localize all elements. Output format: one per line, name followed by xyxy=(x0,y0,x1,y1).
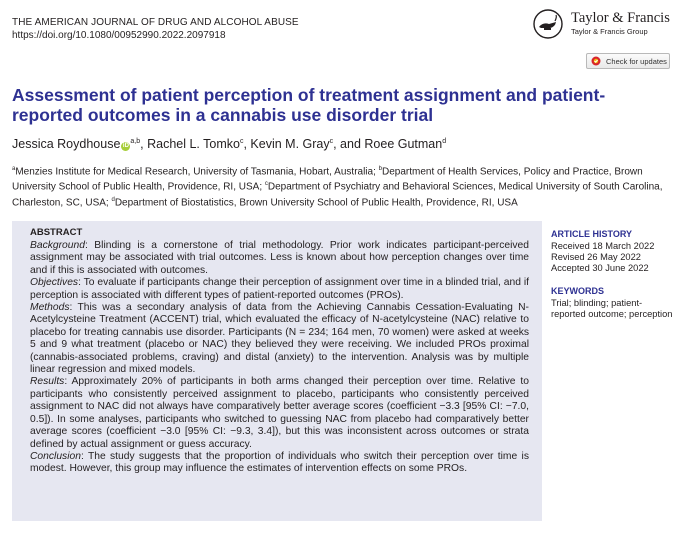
affiliation-mark: d xyxy=(111,196,115,203)
accepted-date: Accepted 30 June 2022 xyxy=(551,263,649,273)
abstract-heading: ABSTRACT xyxy=(30,227,83,238)
author-name[interactable]: Roee Gutman xyxy=(364,137,443,152)
affiliation-mark: a xyxy=(12,166,16,172)
article-title: Assessment of patient perception of treatment assignment and patient-reported outcomes in a cannabis use disorder trial xyxy=(12,85,606,125)
journal-name: THE AMERICAN JOURNAL OF DRUG AND ALCOHOL ABUSE xyxy=(12,17,299,28)
author-name[interactable]: Kevin M. Gray xyxy=(250,137,330,152)
revised-date: Revised 26 May 2022 xyxy=(551,252,641,262)
abstract-section-text: : Approximately 20% of participants in both arms changed their perception over time. Relative to participants who consistently perceived assignment to placebo, participants who consistently perceived assignment to NAC did not always have comparatively better average scores (coefficient −3.3 [95% CI: −7.0, 0.5]). In some analyses, participants who switched to guessing NAC from placebo had comparatively better average scores (coefficient −3.0 [95% CI: −9.3, 3.4]), but this was inconsistent across outcomes or strata defined by actual assignment or guess accuracy. xyxy=(30,376,529,450)
received-date: Received 18 March 2022 xyxy=(551,241,655,251)
article-history-heading: ARTICLE HISTORY xyxy=(551,229,633,239)
abstract-panel xyxy=(12,221,542,521)
abstract-section xyxy=(30,240,529,277)
abstract-section xyxy=(30,451,529,476)
check-for-updates-label: Check for updates xyxy=(606,57,667,66)
abstract-section xyxy=(30,302,529,376)
publisher-logo xyxy=(533,9,673,41)
orcid-icon[interactable]: iD xyxy=(122,143,129,150)
author-affiliation-mark: a,b xyxy=(130,138,141,145)
abstract-section xyxy=(30,376,529,450)
check-for-updates-button[interactable] xyxy=(586,53,670,69)
publisher-name: Taylor & Francis xyxy=(571,10,670,26)
affiliation-text: Menzies Institute for Medical Research, University of Tasmania, Hobart, Australia; xyxy=(15,166,379,178)
keywords-list: Trial; blinding; patient-reported outcome; perception xyxy=(551,298,673,319)
abstract-section-text: : This was a secondary analysis of data from the Achieving Cannabis Cessation-Evaluating N-Acetylcysteine Treatment (ACCENT) trial, which evaluated the efficacy of N-acetylcysteine (NAC) relative to placebo for treating cannabis use disorder. Participants (N = 234; 164 men, 70 women) were asked at weeks 5 and 9 what treatment (placebo or NAC) they believed they were receiving. We included PROs proximal (cannabis-associated problems, craving) and distal (anxiety) to the intervention. Analysis was by multiple linear regression and mixed models. xyxy=(30,302,529,376)
affiliation-text: Department of Biostatistics, Brown University School of Public Health, Providence, RI, USA xyxy=(114,196,518,208)
affiliations xyxy=(12,163,674,209)
author-separator: , and xyxy=(333,137,365,152)
author-name[interactable]: Jessica Roydhouse xyxy=(12,137,121,152)
abstract-section-label: Objectives xyxy=(30,277,79,289)
keywords-heading: KEYWORDS xyxy=(551,286,605,296)
author-affiliation-mark: d xyxy=(442,138,447,145)
abstract-section-text: : The study suggests that the proportion of individuals who switch their perception over time is modest. However, this group may influence the estimates of intervention effects on some PROs. xyxy=(30,450,529,475)
article-sidebar xyxy=(551,229,673,320)
affiliation-text: Department of Psychiatry and Behavioral Sciences, Medical University of South Carolina, Charleston, SC, USA; xyxy=(12,181,663,208)
oil-lamp-icon xyxy=(533,9,563,39)
abstract-section-label: Conclusion xyxy=(30,450,81,462)
check-updates-icon xyxy=(591,56,601,66)
affiliation-mark: c xyxy=(264,181,268,188)
author-separator: , xyxy=(243,137,251,152)
abstract-section-text: : To evaluate if participants change their perception of assignment over time in a blinded trial, and if perception is associated with different types of patient-reported outcomes (PROs). xyxy=(30,277,529,301)
affiliation-text: Department of Health Services, Policy and Practice, Brown University School of Public Health, Providence, RI, USA; xyxy=(12,166,643,193)
abstract-body xyxy=(30,240,529,476)
publisher-group: Taylor & Francis Group xyxy=(571,27,648,36)
author-separator: , xyxy=(140,137,148,152)
abstract-section-text: : Blinding is a cornerstone of trial methodology. Prior work indicates participant-perceived assignment may be associated with trial outcomes. Less is known about how perception changes over time and if this is associated with outcomes. xyxy=(30,240,529,276)
abstract-section xyxy=(30,277,529,302)
abstract-section-label: Methods xyxy=(30,302,70,314)
author-list xyxy=(12,134,446,152)
abstract-section-label: Results xyxy=(30,376,65,388)
author-affiliation-mark: c xyxy=(329,138,334,145)
affiliation-mark: b xyxy=(378,166,382,172)
author-name[interactable]: Rachel L. Tomko xyxy=(147,137,240,152)
doi-link[interactable]: https://doi.org/10.1080/00952990.2022.2097918 xyxy=(12,30,226,41)
abstract-section-label: Background xyxy=(30,240,85,251)
author-affiliation-mark: c xyxy=(239,138,244,145)
